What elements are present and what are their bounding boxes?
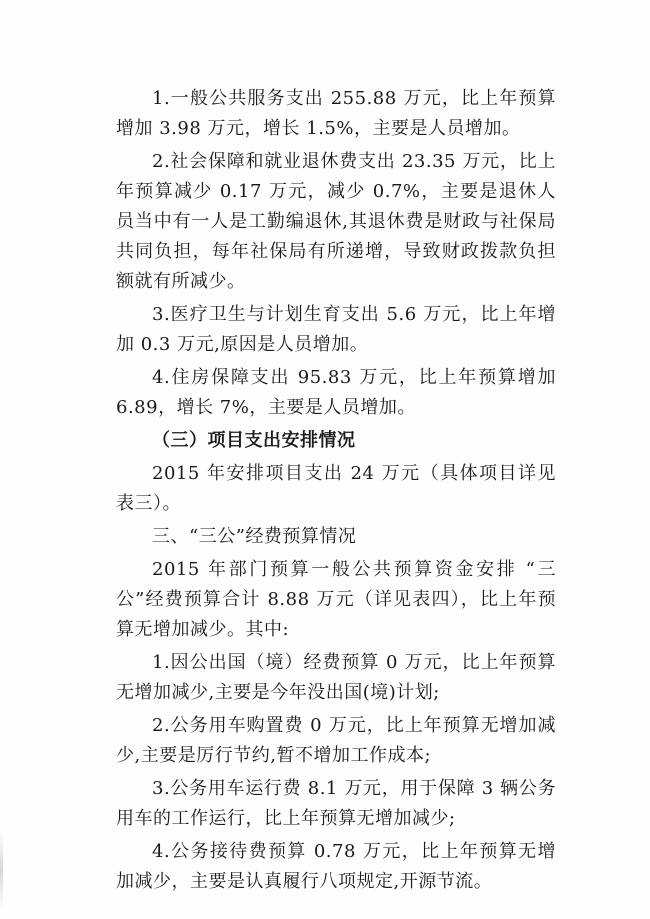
paragraph-three-public-summary: 2015 年部门预算一般公共预算资金安排 “三公”经费预算合计 8.88 万元（详见表四），比上年预算无增加减少。其中: — [116, 559, 556, 640]
paragraph-vehicle-operation: 3.公务用车运行费 8.1 万元，用于保障 3 辆公务用车的工作运行，比上年预算无增加减少; — [116, 778, 556, 829]
paragraph-vehicle-purchase: 2.公务用车购置费 0 万元，比上年预算无增加减少,主要是厉行节约,暂不增加工作成本; — [116, 715, 556, 766]
paragraph-housing-security: 4.住房保障支出 95.83 万元，比上年预算增加 6.89，增长 7%，主要是人员增加。 — [116, 367, 556, 418]
heading-three-public-expenses: 三、“三公”经费预算情况 — [152, 526, 357, 547]
paragraph-project-expenditure: 2015 年安排项目支出 24 万元（具体项目详见表三）。 — [116, 463, 556, 514]
paragraph-general-public-services: 1.一般公共服务支出 255.88 万元，比上年预算增加 3.98 万元，增长 1.5%，主要是人员增加。 — [116, 88, 556, 139]
paragraph-medical-health: 3.医疗卫生与计划生育支出 5.6 万元，比上年增加 0.3 万元,原因是人员增加。 — [116, 304, 556, 355]
paragraph-overseas-travel: 1.因公出国（境）经费预算 0 万元，比上年预算无增加减少,主要是今年没出国(境)计划; — [116, 652, 556, 703]
document-body — [116, 84, 556, 900]
scan-edge-mark — [0, 830, 3, 910]
paragraph-social-security: 2.社会保障和就业退休费支出 23.35 万元，比上年预算减少 0.17 万元，减少 0.7%，主要是退休人员当中有一人是工勤编退休,其退休费是财政与社保局共同负担，每年社保局有所递增，导致财政拨款负担额就有所减少。 — [116, 151, 556, 292]
paragraph-official-reception: 4.公务接待费预算 0.78 万元，比上年预算无增加减少，主要是认真履行八项规定,开源节流。 — [116, 841, 556, 892]
heading-project-expenditure: （三）项目支出安排情况 — [152, 430, 356, 451]
